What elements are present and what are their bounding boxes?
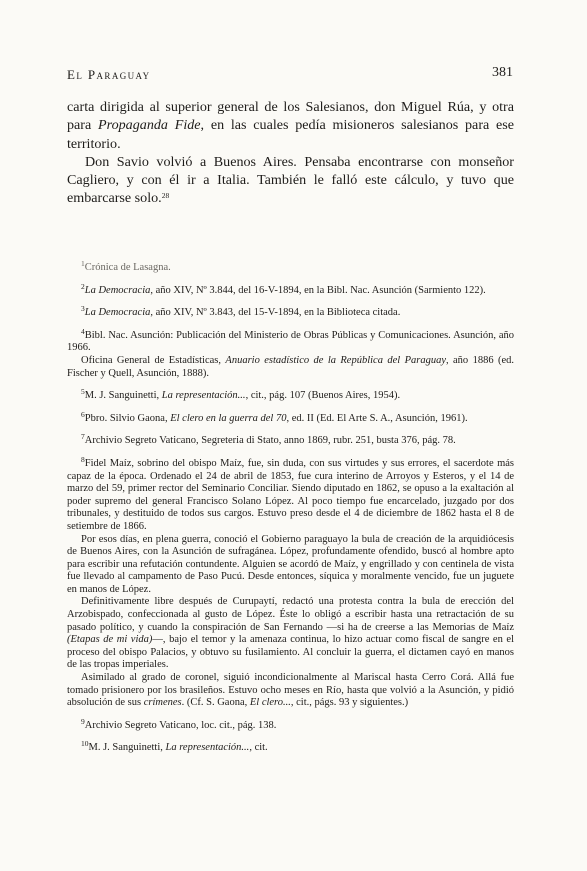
footnote [67,281,514,298]
footnote [67,304,514,320]
text-run: , año XIV, Nº 3.843, del 15-V-1894, en la Biblioteca citada. [150,307,401,319]
footnote-number: 1 [81,259,85,268]
text-run: Archivio Segreto Vaticano, Segreteria di Stato, anno 1869, rubr. 251, busta 376, pág. 78. [84,435,456,447]
footnote-continuation [67,355,514,380]
italic-title: Anuario estadístico de la República del Paraguay [225,354,446,366]
footnote-continuation [67,534,514,597]
italic-title: La representación... [161,390,246,402]
footnote-number: 8 [81,454,85,464]
text-run: Bibl. Nac. Asunción: Publicación del Ministerio de Obras Públicas y Comunicaciones. Asunción, año 1966. [67,329,514,354]
italic-title: Propaganda Fide [98,117,201,134]
text-run: Don Savio volvió a Buenos Aires. Pensaba encontrarse con monseñor Cagliero, y con él ir a Italia. También le falló este cálculo, y tuvo que embarcarse solo. [67,153,514,207]
text-run: Definitivamente libre después de Curupaytí, redactó una protesta contra la bula de erección del Arzobispado, confeccionada al gusto de López. Éste lo obligó a escribir hasta una retractación de su pasado político, y cuando la conspiración de San Fernando —si ha de creerse a las Memorias de Maíz [67,596,514,633]
footnote-number: 2 [81,281,85,291]
footnote [67,432,514,448]
text-run: , año XIV, Nº 3.844, del 16-V-1894, en la Bibl. Nac. Asunción (Sarmiento 122). [150,284,486,296]
footnote [67,387,514,403]
footnote-number: 3 [81,304,85,314]
italic-title: (Etapas de mi vida) [67,634,153,646]
text-run: Crónica de Lasagna. [84,262,171,273]
running-title: El Paraguay [67,67,151,82]
paragraph [67,153,514,208]
text-run: Fidel Maíz, sobrino del obispo Maíz, fue, sin duda, con sus virtudes y sus errores, el sacerdote más capaz de la época. Ordenado el 24 de abril de 1853, fue cura interino de Arroyos y Esteros, y el 14 de marzo del 59, primer rector del Seminario Conciliar. Siendo diputado en 1862, se opuso a la exaltación al poder supremo del general Francisco Solano López. Al poco tiempo fue encarcelado, juzgado por dos tribunales, y destituido de todos sus cargos. Estuvo preso desde el 4 de diciembre de 1862 hasta el 8 de setiembre de 1866. [67,457,514,532]
footnote-number: 10 [81,739,89,749]
footnote-number: 4 [81,326,85,336]
footnote-number: 7 [81,432,85,442]
text-run: Oficina General de Estadísticas, [81,354,226,366]
text-run: , cit., págs. 93 y siguientes.) [290,697,409,709]
text-run: M. J. Sanguinetti, [88,742,166,754]
text-run: Asimilado al grado de coronel, siguió incondicionalmente al Mariscal hasta Cerro Corá. Allá fue tomado prisionero por los brasileños. Estuvo ocho meses en Río, hasta que volvió a la Asunción, y pidió absolución de sus [67,672,514,709]
text-run: , cit. [249,742,268,754]
italic-title: La Democracia [84,307,151,319]
text-run: M. J. Sanguinetti, [84,390,162,402]
footnote [67,716,514,733]
text-run: , en las cuales pedía misioneros salesianos para ese territorio. [67,117,515,152]
text-run: , año 1886 (ed. Fischer y Quell, Asunción, 1888). [67,354,515,379]
footnote-number: 5 [81,387,85,397]
italic-title: El clero... [249,697,291,709]
footnote-continuation [67,596,514,672]
footnote [67,454,514,534]
paragraph [67,98,514,153]
italic-title: La representación... [165,742,250,754]
text-run: —, bajo el temor y la amenaza continua, lo hizo actuar como fiscal de sangre en el proceso del obispo Palacios, y obtuvo su fusilamiento. Al concluir la guerra, el dictamen cayó en manos de las tropas imperiales. [67,634,514,671]
italic-title: El clero en la guerra del 70 [170,412,287,424]
footnote-reference: 28 [161,191,170,201]
main-text [67,98,514,208]
footnote-number: 6 [81,409,85,419]
text-run: , ed. II (Ed. El Arte S. A., Asunción, 1961). [286,412,468,424]
footnote [67,326,514,355]
footnote-continuation [67,672,514,710]
italic-title: crímenes [143,697,182,709]
footnote [67,739,514,755]
footnote [67,259,514,275]
text-run: . (Cf. S. Gaona, [181,697,250,709]
footnote [67,409,514,426]
text-run: , cit., pág. 107 (Buenos Aires, 1954). [245,390,401,402]
page-number: 381 [492,65,513,80]
footnotes [67,259,515,755]
italic-title: La Democracia [84,284,151,296]
text-run: Archivio Segreto Vaticano, loc. cit., pág. 138. [84,719,277,731]
text-run: Pbro. Silvio Gaona, [84,412,171,424]
text-run: carta dirigida al superior general de los Salesianos, don Miguel Rúa, y otra para [67,99,514,134]
footnote-number: 9 [81,716,85,726]
text-run: Por esos días, en plena guerra, conoció el Gobierno paraguayo la bula de creación de la arquidiócesis de Buenos Aires, con la Asunción de sufragánea. López, profundamente ofendido, buscó al hombre apto para escribir una refutación contundente. Alguien se acordó de Maíz, y engrillado y con centinela de vista fue llevado al campamento de Paso Pucú. Desde entonces, síquica y moralmente vencido, fue un juguete en manos de López. [67,533,514,595]
